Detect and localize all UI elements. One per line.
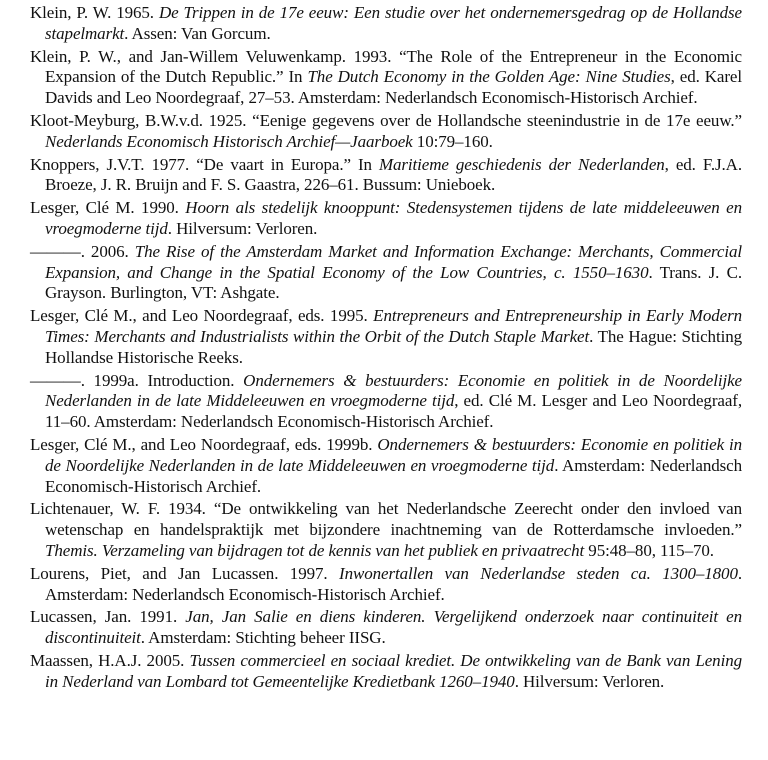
author-year: Knoppers, J.V.T. 1977. “De vaart in Europa.” In: [30, 154, 379, 174]
publication-info: 95:48–80, 115–70.: [584, 540, 714, 560]
title: Maritieme geschiedenis der Nederlanden: [378, 154, 665, 174]
title: Ondernemers & bestuurders: Economie en politiek in de Noordelijke Nederlanden in de late Middeleeuwen en vroegmoderne tijd: [45, 434, 742, 475]
bib-entry-lesger-noordegraaf-1995: [30, 306, 742, 368]
publication-info: . Hilversum: Verloren.: [514, 671, 665, 691]
author-year: Lichtenauer, W. F. 1934. “De ontwikkeling van het Nederlandsche Zeerecht onder den invloed van wetenschap en handelspraktijk met bijzondere inachtneming van de Rotterdamsche invloeden.”: [30, 499, 742, 540]
title: De Trippen in de 17e eeuw: Een studie over het ondernemersgedrag op de Hollandse stapelmarkt: [45, 3, 742, 43]
bib-entry-lesger-1990: [30, 198, 742, 240]
publication-info: . Hilversum: Verloren.: [167, 218, 318, 238]
title: Hoorn als stedelijk knooppunt: Stedensystemen tijdens de late middeleeuwen en vroegmoderne tijd: [45, 198, 742, 238]
title: Entrepreneurs and Entrepreneurship in Early Modern Times: Merchants and Industrialists within the Orbit of the Dutch Staple Market: [45, 306, 742, 346]
title: Tussen commercieel en sociaal krediet. De ontwikkeling van de Bank van Lening in Nederland van Lombard tot Gemeentelijke Kredietbank 1260–1940: [45, 650, 742, 691]
title: The Rise of the Amsterdam Market and Information Exchange: Merchants, Commercial Expansion, and Change in the Spatial Economy of the Low Countries, c. 1550–1630: [45, 241, 742, 282]
publication-info: 10:79–160.: [412, 131, 493, 151]
author-year: Klein, P. W., and Jan-Willem Veluwenkamp. 1993. “The Role of the Entrepreneur in the Economic Expansion of the Dutch Republic.” In: [30, 46, 742, 87]
publication-info: , ed. Karel Davids and Leo Noordegraaf, 27–53. Amsterdam: Nederlandsch Economisch-Historisch Archief.: [45, 67, 742, 108]
author-year: ———. 2006.: [30, 241, 135, 261]
bib-entry-lourens-lucassen-1997: [30, 564, 742, 606]
title: The Dutch Economy in the Golden Age: Nine Studies: [307, 67, 671, 87]
bibliography-page: [30, 3, 742, 695]
publication-info: , ed. Clé M. Lesger and Leo Noordegraaf, 11–60. Amsterdam: Nederlandsch Economisch-Historisch Archief.: [45, 391, 742, 432]
author-year: Lesger, Clé M., and Leo Noordegraaf, eds. 1999b.: [30, 434, 378, 454]
author-year: Kloot-Meyburg, B.W.v.d. 1925. “Eenige gegevens over de Hollandsche steenindustrie in de 17e eeuw.”: [30, 110, 742, 130]
author-year: Lesger, Clé M., and Leo Noordegraaf, eds. 1995.: [30, 306, 374, 326]
bib-entry-lesger-noordegraaf-1999a: [30, 371, 742, 433]
bib-entry-lucassen-1991: [30, 607, 742, 649]
author-year: Klein, P. W. 1965.: [30, 3, 159, 22]
publication-info: , ed. F.J.A. Broeze, J. R. Bruijn and F. S. Gaastra, 226–61. Bussum: Unieboek.: [45, 154, 742, 195]
publication-info: . Amsterdam: Nederlandsch Economisch-Historisch Archief.: [45, 455, 742, 496]
publication-info: . Amsterdam: Nederlandsch Economisch-Historisch Archief.: [45, 563, 742, 604]
author-year: Lourens, Piet, and Jan Lucassen. 1997.: [30, 563, 340, 583]
title: Inwonertallen van Nederlandse steden ca. 1300–1800: [339, 563, 738, 583]
title: Nederlands Economisch Historisch Archief—Jaarboek: [45, 131, 413, 151]
bib-entry-kloot-meyburg-1925: [30, 111, 742, 153]
author-year: Maassen, H.A.J. 2005.: [30, 650, 190, 670]
author-year: ———. 1999a. Introduction.: [30, 370, 244, 390]
author-year: Lesger, Clé M. 1990.: [30, 198, 186, 218]
author-year: Lucassen, Jan. 1991.: [30, 607, 186, 627]
title: Themis. Verzameling van bijdragen tot de kennis van het publiek en privaatrecht: [45, 540, 585, 560]
bib-entry-knoppers-1977: [30, 155, 742, 197]
bib-entry-lesger-noordegraaf-1999b: [30, 435, 742, 497]
title: Ondernemers & bestuurders: Economie en politiek in de Noordelijke Nederlanden in de late Middeleeuwen en vroegmoderne tijd: [45, 370, 742, 411]
publication-info: . Assen: Van Gorcum.: [124, 23, 271, 43]
bib-entry-klein-veluwenkamp-1993: [30, 47, 742, 109]
publication-info: . The Hague: Stichting Hollandse Historische Reeks.: [45, 326, 742, 367]
bib-entry-maassen-2005: [30, 651, 742, 693]
title: Jan, Jan Salie en diens kinderen. Vergelijkend onderzoek naar continuiteit en discontinuiteit: [45, 607, 742, 648]
bib-entry-lesger-2006: [30, 242, 742, 304]
publication-info: . Trans. J. C. Grayson. Burlington, VT: Ashgate.: [45, 262, 743, 303]
publication-info: . Amsterdam: Stichting beheer IISG.: [140, 628, 386, 648]
bib-entry-lichtenauer-1934: [30, 499, 742, 561]
bib-entry-klein-1965: [30, 3, 742, 45]
